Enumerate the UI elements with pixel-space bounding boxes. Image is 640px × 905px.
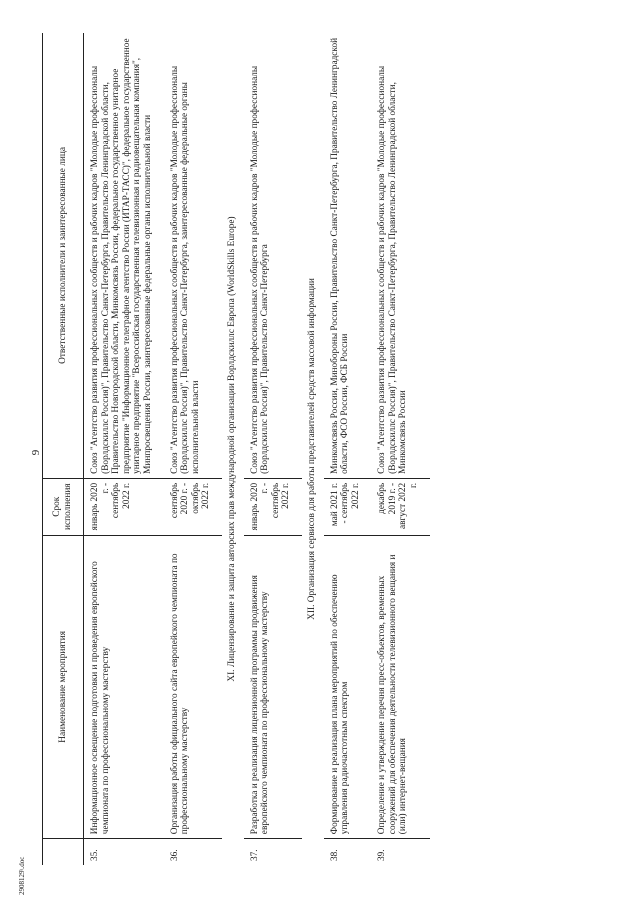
- row-name: Разработка и реализация лицензионной программы продвижения европейского чемпионата по профессиональному мастерству: [244, 535, 302, 839]
- row-name: Организация работы официального сайта европейского чемпионата по профессиональному мастерству: [164, 535, 222, 839]
- section-heading-row: [222, 33, 244, 865]
- measures-table: [42, 33, 430, 865]
- row-term: декабрь 2019 г. - август 2022 г.: [371, 478, 429, 535]
- table-row: [244, 33, 302, 865]
- header-number: [43, 839, 84, 865]
- header-name: Наименование мероприятия: [43, 535, 84, 839]
- table-row: [164, 33, 222, 865]
- row-responsible: Минкомсвязь России, Минобороны России, Правительство Санкт-Петербурга, Правительство Ленинградской области, ФСО России, ФСБ России: [324, 33, 372, 478]
- table-body: [84, 33, 430, 865]
- section-title: XII. Организация сервисов для работы представителей средств массовой информации: [306, 278, 317, 620]
- table-header-row: [43, 33, 84, 865]
- row-term: январь 2020 г. - сентябрь 2022 г.: [244, 478, 302, 535]
- row-responsible: Союз "Агентство развития профессиональных сообществ и рабочих кадров "Молодые профессионалы (Ворлдскиллс Россия)", Правительство Санкт-Петербурга, заинтересованные федеральные органы исполнительной власти: [164, 33, 222, 478]
- row-responsible: Союз "Агентство развития профессиональных сообществ и рабочих кадров "Молодые профессионалы (Ворлдскиллс Россия)", Правительство Санкт-Петербурга: [244, 33, 302, 478]
- row-name: Информационное освещение подготовки и проведения европейского чемпионата по профессиональному мастерству: [84, 535, 164, 839]
- row-number: 37.: [249, 849, 260, 861]
- page-number: 9: [30, 449, 42, 456]
- row-number: 36.: [169, 849, 180, 861]
- table-row: [84, 33, 164, 865]
- row-term: январь 2020 г. - сентябрь 2022 г.: [84, 478, 164, 535]
- header-term: Срок исполнения: [43, 478, 84, 535]
- row-term: сентябрь 2020 г. - октябрь 2022 г.: [164, 478, 222, 535]
- row-term: май 2021 г. - сентябрь 2022 г.: [324, 478, 372, 535]
- row-name: Определение и утверждение перечня пресс-объектов, временных сооружений для обеспечения деятельности телевизионного вещания и (или) интернет-вещания: [371, 535, 429, 839]
- document-code: 2908129\.doc: [18, 856, 26, 895]
- section-heading-row: [302, 33, 324, 865]
- row-name: Формирование и реализация плана мероприятий по обеспечению управления радиочастотным спектром: [324, 535, 372, 839]
- table-row: [371, 33, 429, 865]
- row-responsible: Союз "Агентство развития профессиональных сообществ и рабочих кадров "Молодые профессионалы (Ворлдскиллс Россия)", Правительство Санкт-Петербурга, Правительство Ленинградской области, Минкомсвязь России: [371, 33, 429, 478]
- row-number: 38.: [329, 849, 340, 861]
- row-number: 39.: [377, 849, 388, 861]
- row-number: 35.: [90, 849, 100, 861]
- header-responsible: Ответственные исполнители и заинтересованные лица: [43, 33, 84, 478]
- section-title: XI. Лицензирование и защита авторских прав международной организации Ворлдскиллс Европа (WorldSkills Europe): [226, 216, 237, 682]
- table-row: [324, 33, 372, 865]
- row-responsible: Союз "Агентство развития профессиональных сообществ и рабочих кадров "Молодые профессионалы (Ворлдскиллс Россия)", Правительство Санкт-Петербурга, Правительство Ленинградской области, Правительство Новгородской области, Минкомсвязь России, федеральное государственное унитарное предприятие "Информационное телеграфное агентство России (ИТАР-ТАСС)", федеральное государственное унитарное предприятие "Всероссийская государственная телевизионная и радиовещательная компания", Минпросвещения России, заинтересованные федеральные органы исполнительной власти: [84, 33, 164, 478]
